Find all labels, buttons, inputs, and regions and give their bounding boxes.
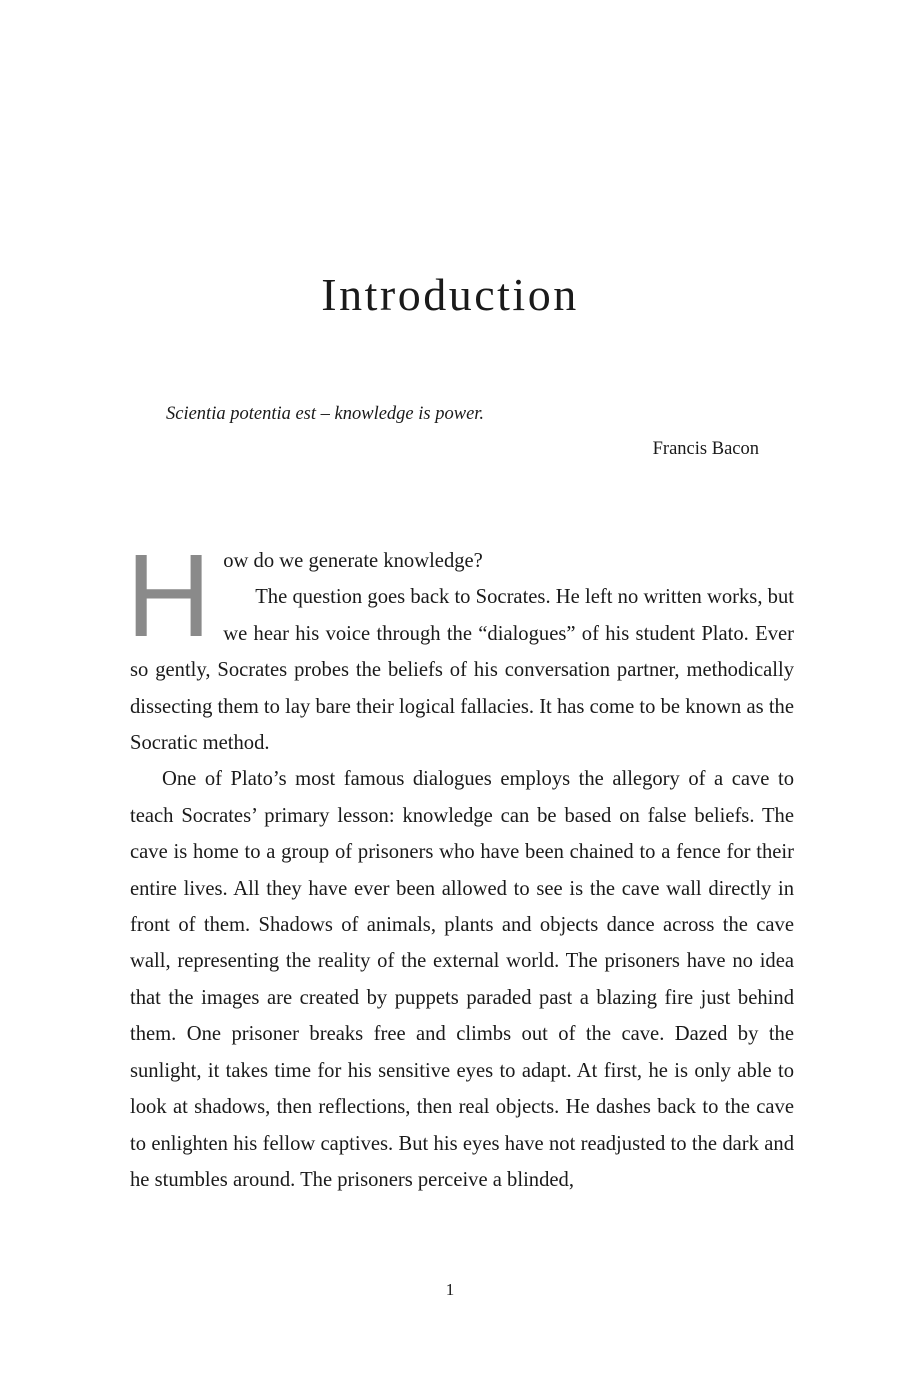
page-number: 1 [445,1280,455,1299]
epigraph-author: Francis Bacon [652,439,759,459]
drop-cap: H [126,530,212,662]
chapter-body [126,530,794,1198]
opening-line-text: ow do we generate knowledge? [223,550,483,572]
paragraph-2: One of Plato’s most famous dialogues employs the allegory of a cave to teach Socrates’ primary lesson: knowledge can be based on false beliefs. The cave is home to a group of prisoners who have been chained to a fence for their entire lives. All they have ever been allowed to see is the cave wall directly in front of them. Shadows of animals, plants and objects dance across the cave wall, representing the reality of the external world. The prisoners have no idea that the images are created by puppets paraded past a blazing fire just behind them. One prisoner breaks free and climbs out of the cave. Dazed by the sunlight, it takes time for his sensitive eyes to adapt. At first, he is only able to look at shadows, then reflections, then real objects. He dashes back to the cave to enlighten his fellow captives. But his eyes have not readjusted to the dark and he stumbles around. The prisoners perceive a blinded, [130,768,794,1191]
opening-line [126,530,794,662]
paragraph-1: The question goes back to Socrates. He left no written works, but we hear his voice through the “dialogues” of his student Plato. Ever so gently, Socrates probes the beliefs of his conversation partner, methodically dissecting them to lay bare their logical fallacies. It has come to be known as the Socratic method. [130,586,794,755]
epigraph-quote: Scientia potentia est – knowledge is power. [166,404,485,424]
chapter-title: Introduction [321,269,579,320]
